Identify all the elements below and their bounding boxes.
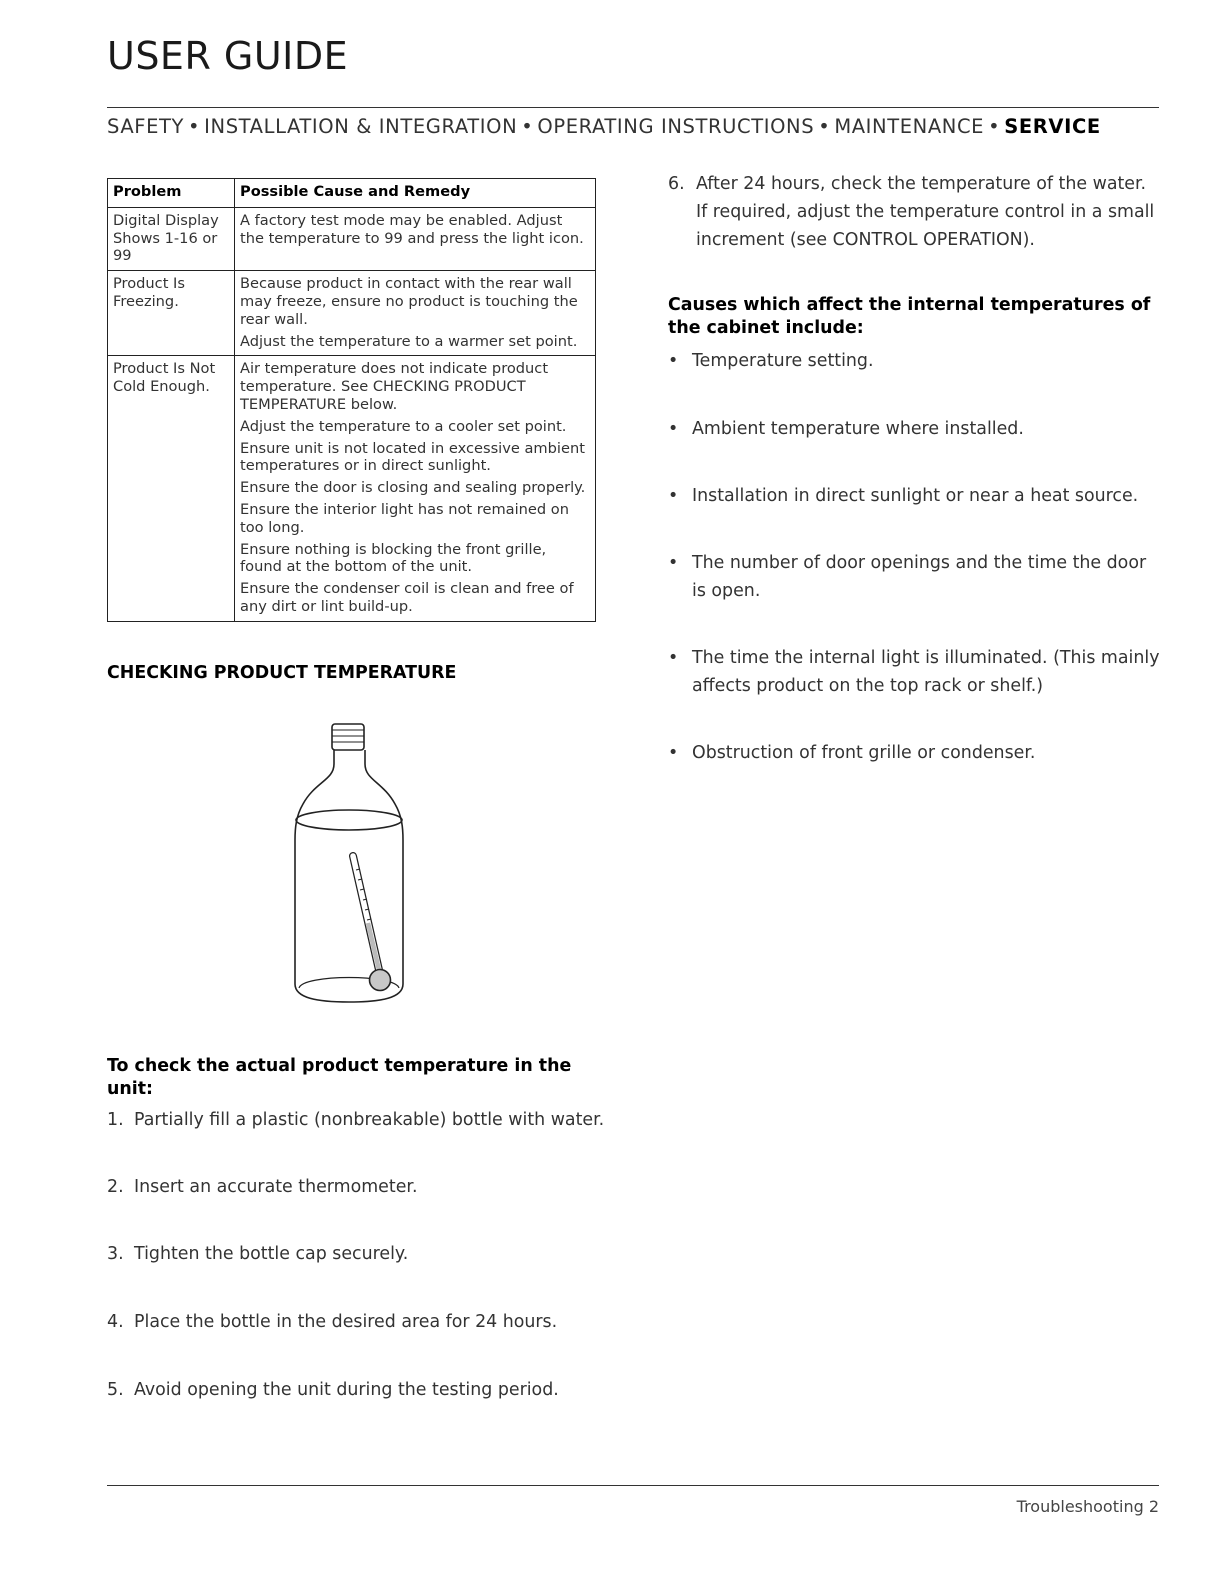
list-item [668, 170, 1160, 254]
remedy-text: Because product in contact with the rear wall may freeze, ensure no product is touching the rear wall. [240, 275, 578, 328]
bullet: • [668, 743, 679, 763]
nav-separator: • [818, 115, 831, 138]
step-number: 1. [107, 1110, 124, 1130]
step-number: 2. [107, 1177, 124, 1197]
bottle-outline [295, 750, 403, 1002]
cause-text: Installation in direct sunlight or near a heat source. [692, 486, 1139, 506]
remedy-text: Ensure unit is not located in excessive ambient temperatures or in direct sunlight. [240, 439, 585, 475]
problem-cell: Product Is Freezing. [108, 271, 235, 356]
remedy-cell [235, 207, 596, 270]
list-item [668, 739, 1160, 767]
list-item [668, 415, 1160, 443]
cause-text: The number of door openings and the time the door is open. [692, 553, 1147, 601]
cause-text: Temperature setting. [692, 351, 874, 371]
remedy-text: Ensure the door is closing and sealing properly. [240, 479, 586, 497]
remedy-text: Adjust the temperature to a warmer set point. [240, 332, 578, 350]
remedy-text: A factory test mode may be enabled. Adjust the temperature to 99 and press the light icon. [240, 211, 584, 247]
checking-heading: CHECKING PRODUCT TEMPERATURE [107, 663, 457, 683]
list-item [668, 549, 1160, 605]
thermometer [353, 856, 391, 991]
remedy-text: Ensure the interior light has not remained on too long. [240, 500, 569, 536]
bullet: • [668, 486, 679, 506]
step-number: 5. [107, 1380, 124, 1400]
table-header-row [108, 179, 596, 208]
water-level [296, 810, 402, 830]
troubleshooting-table [107, 178, 596, 622]
table-row [108, 356, 596, 621]
bullet: • [668, 351, 679, 371]
list-item [668, 482, 1160, 510]
remedy-text: Ensure the condenser coil is clean and free of any dirt or lint build-up. [240, 580, 574, 615]
column-header-problem: Problem [108, 179, 235, 208]
step-text: Insert an accurate thermometer. [134, 1177, 418, 1197]
step-number: 6. [668, 174, 685, 194]
step-text: Avoid opening the unit during the testing period. [134, 1380, 559, 1400]
page-footer: Troubleshooting 2 [1016, 1497, 1159, 1516]
remedy-text: Ensure nothing is blocking the front grille, found at the bottom of the unit. [240, 540, 547, 576]
page-title: USER GUIDE [107, 34, 349, 78]
step-text: After 24 hours, check the temperature of the water. If required, adjust the temperature control in a small increment (see CONTROL OPERATION). [696, 174, 1155, 250]
step-text: Place the bottle in the desired area for 24 hours. [134, 1312, 558, 1332]
problem-cell: Digital Display Shows 1-16 or 99 [108, 207, 235, 270]
footer-divider [107, 1485, 1159, 1486]
remedy-cell [235, 271, 596, 356]
nav-installation[interactable]: INSTALLATION & INTEGRATION [204, 115, 518, 138]
cause-text: Ambient temperature where installed. [692, 419, 1024, 439]
bottle-cap [332, 724, 364, 750]
list-item [107, 1380, 559, 1400]
table-row [108, 207, 596, 270]
list-item [107, 1177, 417, 1197]
bullet: • [668, 553, 679, 573]
nav-separator: • [521, 115, 534, 138]
step-text: Partially fill a plastic (nonbreakable) bottle with water. [134, 1110, 605, 1130]
cause-text: Obstruction of front grille or condenser. [692, 743, 1036, 763]
step-number: 4. [107, 1312, 124, 1332]
remedy-text: Adjust the temperature to a cooler set point. [240, 417, 567, 435]
remedy-cell [235, 356, 596, 621]
list-item [107, 1110, 604, 1130]
header-divider [107, 107, 1159, 108]
nav-service[interactable]: SERVICE [1004, 115, 1101, 138]
list-item [668, 347, 1160, 375]
list-item [668, 644, 1160, 700]
nav-maintenance[interactable]: MAINTENANCE [834, 115, 985, 138]
problem-cell: Product Is Not Cold Enough. [108, 356, 235, 621]
remedy-text: Air temperature does not indicate product temperature. See CHECKING PRODUCT TEMPERATURE below. [240, 360, 549, 413]
step-text: Tighten the bottle cap securely. [134, 1244, 409, 1264]
bottle-thermometer-illustration [285, 718, 415, 1008]
column-header-remedy: Possible Cause and Remedy [235, 179, 596, 208]
list-item [107, 1312, 557, 1332]
nav-separator: • [188, 115, 201, 138]
nav-separator: • [988, 115, 1001, 138]
table-row [108, 271, 596, 356]
list-item [107, 1244, 408, 1264]
check-procedure-heading: To check the actual product temperature in the unit: [107, 1056, 572, 1099]
bullet: • [668, 648, 679, 668]
bullet: • [668, 419, 679, 439]
causes-heading: Causes which affect the internal temperatures of the cabinet include: [668, 295, 1151, 338]
step-number: 3. [107, 1244, 124, 1264]
nav-operating[interactable]: OPERATING INSTRUCTIONS [537, 115, 815, 138]
nav-safety[interactable]: SAFETY [107, 115, 185, 138]
section-nav [107, 115, 1159, 138]
cause-text: The time the internal light is illuminated. (This mainly affects product on the top rack or shelf.) [692, 648, 1160, 696]
